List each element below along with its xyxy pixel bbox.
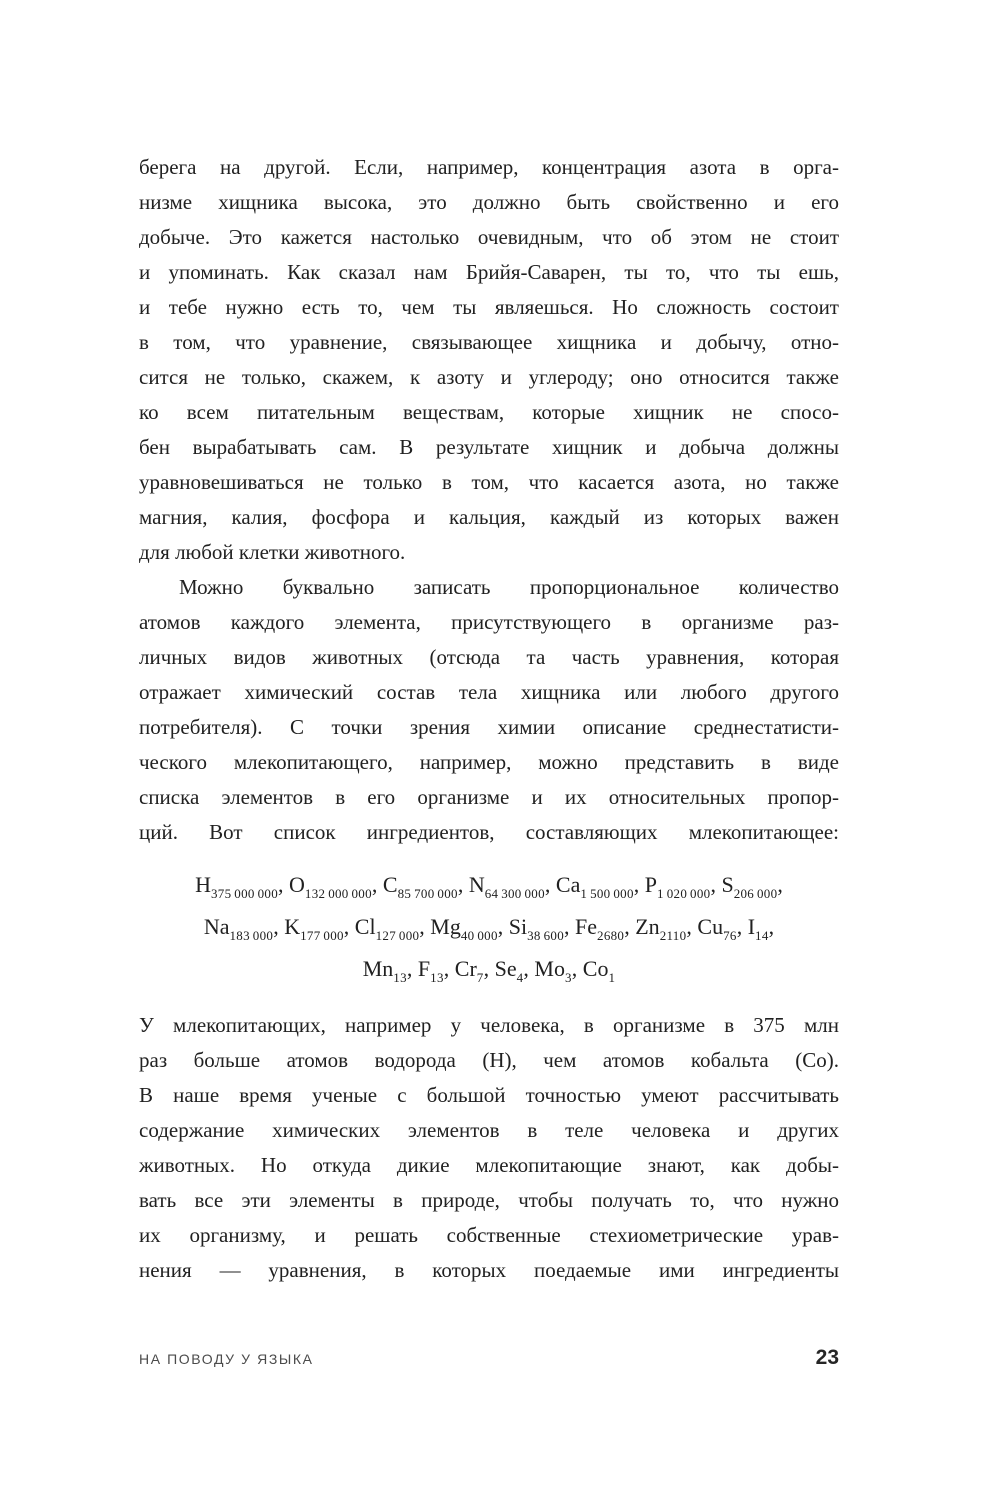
- text-line: ческого млекопитающего, например, можно представить в виде: [139, 750, 839, 774]
- chemical-element: $Si_{38 600}$: [508, 914, 565, 943]
- text-line: в том, что уравнение, связывающее хищника и добычу, отно-: [139, 330, 839, 354]
- element-count-subscript: 2110: [659, 928, 687, 943]
- text-line: их организму, и решать собственные стехиометрические урав-: [139, 1223, 839, 1247]
- element-count-subscript: 85 700 000: [397, 886, 458, 901]
- element-count-subscript: 1 500 000: [580, 886, 634, 901]
- paragraph: [139, 570, 839, 850]
- chemical-element: $Fe_{2680}$: [575, 914, 625, 943]
- element-count-subscript: 375 000 000: [210, 886, 278, 901]
- page-footer: [139, 1346, 839, 1370]
- chemical-element: $P_{1 020 000}$: [644, 872, 711, 901]
- element-count-subscript: 13: [430, 970, 444, 985]
- element-count-subscript: 14: [755, 928, 769, 943]
- page-number: 23: [815, 1346, 839, 1369]
- text-line: и тебе нужно есть то, чем ты являешься. Но сложность состоит: [139, 295, 839, 319]
- formula-line: $H_{375 000 000}$, $O_{132 000 000}$, $C_{85 700 000}$, $N_{64 300 000}$, $Ca_{1 500 000}$, $P_{1 020 000}$, $S_{206 000}$,: [195, 872, 783, 901]
- chemical-element: $Cl_{127 000}$: [354, 914, 420, 943]
- text-line: В наше время ученые с большой точностью умеют рассчитывать: [139, 1083, 839, 1107]
- chemical-element: $Mg_{40 000}$: [430, 914, 498, 943]
- element-count-subscript: 1: [608, 970, 616, 985]
- element-count-subscript: 3: [564, 970, 572, 985]
- formula-line: $Na_{183 000}$, $K_{177 000}$, $Cl_{127 000}$, $Mg_{40 000}$, $Si_{38 600}$, $Fe_{2680}$, $Zn_{2110}$, $Cu_{76}$, $I_{14}$,: [203, 914, 775, 943]
- chemical-element: $Ca_{1 500 000}$: [555, 872, 634, 901]
- text-line: магния, калия, фосфора и кальция, каждый из которых важен: [139, 505, 839, 529]
- chemical-element: $Na_{183 000}$: [203, 914, 274, 943]
- element-count-subscript: 64 300 000: [484, 886, 545, 901]
- element-count-subscript: 132 000 000: [304, 886, 372, 901]
- element-count-subscript: 183 000: [229, 928, 274, 943]
- element-count-subscript: 177 000: [300, 928, 344, 943]
- text-line: добыче. Это кажется настолько очевидным, что об этом не стоит: [139, 225, 839, 249]
- chemical-element: $H_{375 000 000}$: [195, 872, 278, 901]
- element-count-subscript: 127 000: [375, 928, 420, 943]
- chemical-element: $Zn_{2110}$: [635, 914, 687, 943]
- element-count-subscript: 40 000: [460, 928, 498, 943]
- chemical-element: $Se_4$: [494, 956, 524, 985]
- text-line: ко всем питательным веществам, которые хищник не спосо-: [139, 400, 839, 424]
- element-count-subscript: 7: [476, 970, 484, 985]
- chemical-element: $Mo_3$: [534, 956, 572, 985]
- formula-line: $Mn_{13}$, $F_{13}$, $Cr_7$, $Se_4$, $Mo_3$, $Co_1$: [362, 956, 616, 985]
- text-line: для любой клетки животного.: [139, 540, 406, 564]
- text-line: У млекопитающих, например у человека, в организме в 375 млн: [139, 1013, 839, 1037]
- text-line: списка элементов в его организме и их относительных пропор-: [139, 785, 839, 809]
- paragraph: [139, 1008, 839, 1288]
- text-line: бен вырабатывать сам. В результате хищник и добыча должны: [139, 435, 839, 459]
- chemical-element: $Cu_{76}$: [697, 914, 737, 943]
- element-count-subscript: 4: [516, 970, 524, 985]
- paragraph: [139, 150, 839, 570]
- element-count-subscript: 38 600: [527, 928, 565, 943]
- text-line: личных видов животных (отсюда та часть уравнения, которая: [139, 645, 839, 669]
- chemical-element: $K_{177 000}$: [284, 914, 344, 943]
- text-line: и упоминать. Как сказал нам Брийя-Саварен, ты то, что ты ешь,: [139, 260, 839, 284]
- chemical-element: $F_{13}$: [417, 956, 444, 985]
- text-line: сится не только, скажем, к азоту и углероду; оно относится также: [139, 365, 839, 389]
- chemical-element: $Mn_{13}$: [362, 956, 407, 985]
- text-line: раз больше атомов водорода (H), чем атомов кобальта (Co).: [139, 1048, 839, 1072]
- text-line: Можно буквально записать пропорциональное количество: [179, 575, 839, 599]
- formula-block: [139, 864, 839, 990]
- element-count-subscript: 2680: [597, 928, 625, 943]
- text-line: атомов каждого элемента, присутствующего в организме раз-: [139, 610, 839, 634]
- chemical-element: $S_{206 000}$: [721, 872, 778, 901]
- element-count-subscript: 206 000: [733, 886, 778, 901]
- running-title: НА ПОВОДУ У ЯЗЫКА: [139, 1351, 314, 1367]
- page-content: [139, 150, 839, 1370]
- element-count-subscript: 1 020 000: [657, 886, 711, 901]
- element-count-subscript: 76: [723, 928, 737, 943]
- text-line: нения — уравнения, в которых поедаемые ими ингредиенты: [139, 1258, 839, 1282]
- text-line: берега на другой. Если, например, концентрация азота в орга-: [139, 155, 839, 179]
- text-line: животных. Но откуда дикие млекопитающие знают, как добы-: [139, 1153, 839, 1177]
- text-line: вать все эти элементы в природе, чтобы получать то, что нужно: [139, 1188, 839, 1212]
- text-line: потребителя). С точки зрения химии описание среднестатисти-: [139, 715, 839, 739]
- element-count-subscript: 13: [393, 970, 407, 985]
- chemical-element: $I_{14}$: [747, 914, 769, 943]
- text-line: содержание химических элементов в теле человека и других: [139, 1118, 839, 1142]
- chemical-element: $C_{85 700 000}$: [382, 872, 458, 901]
- chemical-element: $Cr_7$: [454, 956, 484, 985]
- text-line: низме хищника высока, это должно быть свойственно и его: [139, 190, 839, 214]
- text-line: уравновешиваться не только в том, что касается азота, но также: [139, 470, 839, 494]
- chemical-element: $O_{132 000 000}$: [289, 872, 372, 901]
- text-line: ций. Вот список ингредиентов, составляющих млекопитающее:: [139, 820, 839, 844]
- text-line: отражает химический состав тела хищника или любого другого: [139, 680, 839, 704]
- chemical-element: $Co_1$: [582, 956, 616, 985]
- chemical-element: $N_{64 300 000}$: [468, 872, 545, 901]
